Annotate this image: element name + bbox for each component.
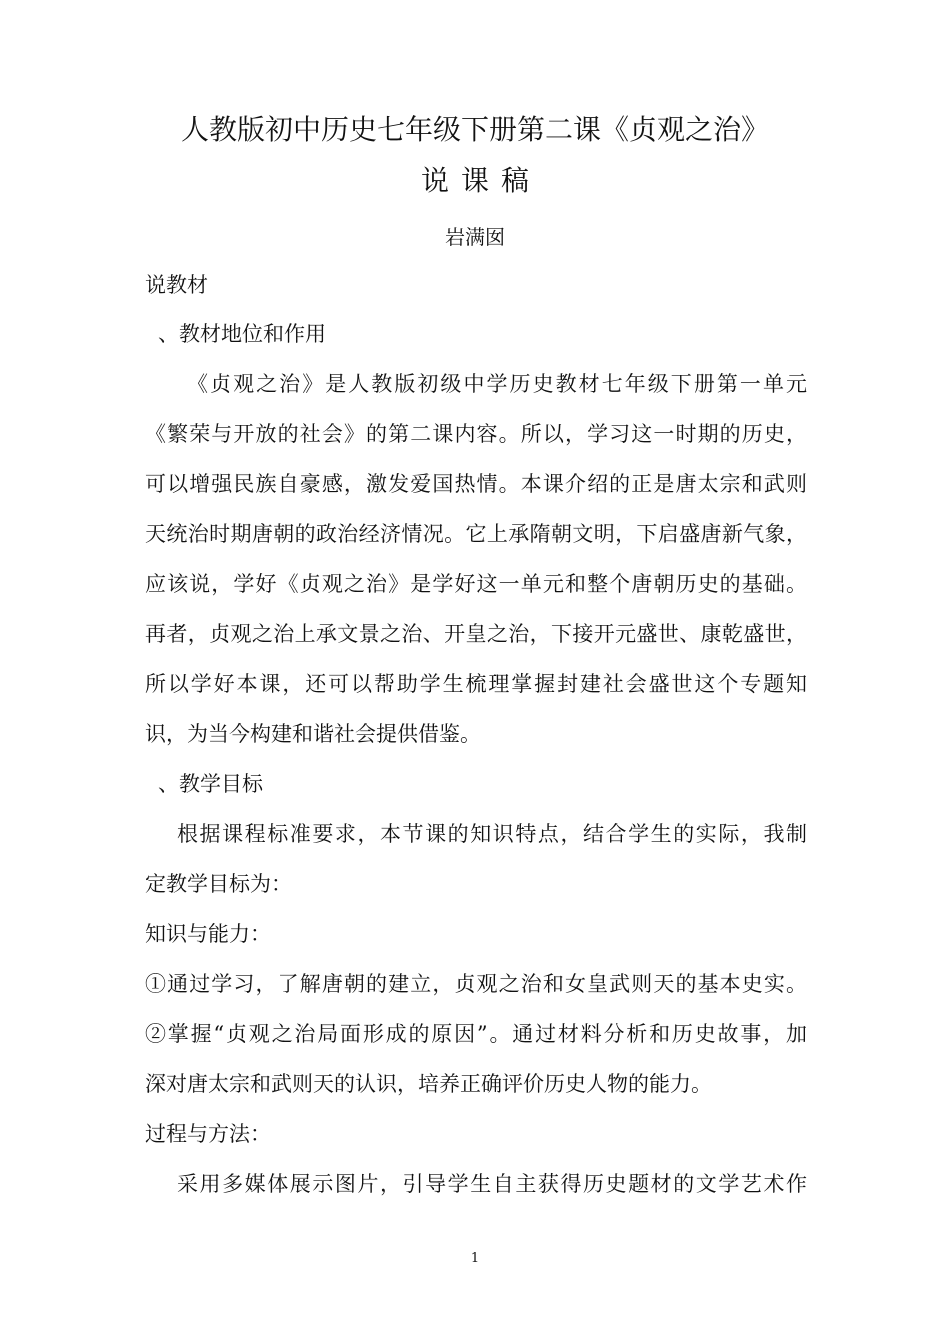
- list-item: ①通过学习，了解唐朝的建立，贞观之治和女皇武则天的基本史实。: [145, 972, 807, 996]
- paragraph-line: 根据课程标准要求，本节课的知识特点，结合学生的实际，我制: [177, 822, 807, 846]
- paragraph-line: 可以增强民族自豪感，激发爱国热情。本课介绍的正是唐太宗和武则: [145, 472, 807, 496]
- paragraph-line: 天统治时期唐朝的政治经济情况。它上承隋朝文明，下启盛唐新气象，: [145, 522, 807, 546]
- objective-heading-process: 过程与方法：: [145, 1122, 271, 1146]
- paragraph-line: 《繁荣与开放的社会》的第二课内容。所以，学习这一时期的历史，: [145, 422, 807, 446]
- paragraph-line: 《贞观之治》是人教版初级中学历史教材七年级下册第一单元: [187, 372, 807, 396]
- document-subtitle: 说课稿: [420, 164, 541, 197]
- section-heading-textbook: 说教材: [145, 273, 208, 297]
- page-number: 1: [470, 1251, 480, 1266]
- paragraph-line: 识，为当今构建和谐社会提供借鉴。: [145, 722, 481, 746]
- list-item: ②掌握“贞观之治局面形成的原因”。通过材料分析和历史故事，加: [145, 1022, 807, 1046]
- document-title: 人教版初中历史七年级下册第二课《贞观之治》: [180, 113, 769, 146]
- objective-heading-knowledge: 知识与能力：: [145, 922, 271, 946]
- author-name: 岩满囡: [445, 225, 505, 249]
- paragraph-line: 应该说，学好《贞观之治》是学好这一单元和整个唐朝历史的基础。: [145, 572, 807, 596]
- list-item-continuation: 深对唐太宗和武则天的认识，培养正确评价历史人物的能力。: [145, 1072, 712, 1096]
- subsection-heading-status: 、教材地位和作用: [158, 322, 326, 346]
- paragraph-line: 定教学目标为：: [145, 872, 292, 896]
- paragraph-line: 采用多媒体展示图片，引导学生自主获得历史题材的文学艺术作: [177, 1172, 807, 1196]
- paragraph-line: 所以学好本课，还可以帮助学生梳理掌握封建社会盛世这个专题知: [145, 672, 807, 696]
- subsection-heading-objectives: 、教学目标: [158, 772, 263, 796]
- paragraph-line: 再者，贞观之治上承文景之治、开皇之治，下接开元盛世、康乾盛世，: [145, 622, 807, 646]
